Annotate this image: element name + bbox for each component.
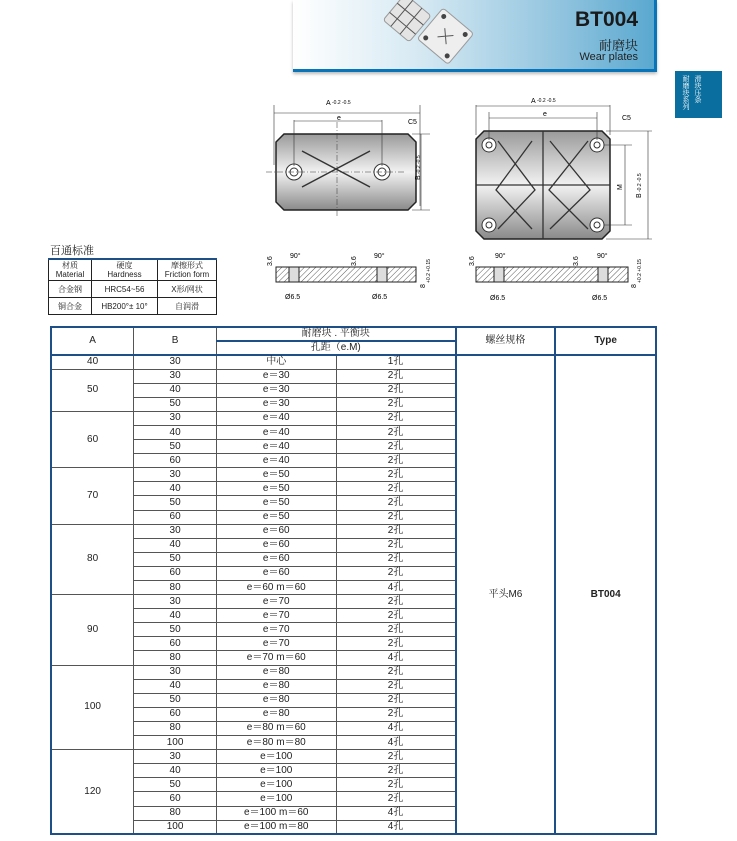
svg-text:8: 8	[631, 284, 638, 288]
cell-b: 50	[134, 496, 217, 510]
cell-b: 40	[134, 482, 217, 496]
cell-holes: 2孔	[336, 482, 456, 496]
cell-b: 30	[134, 468, 217, 482]
svg-text:3.6: 3.6	[267, 256, 274, 266]
type-header: Type	[555, 327, 656, 355]
a-tolerance: -0.2 -0.5	[332, 100, 351, 106]
cell-spacing: e＝70 m＝60	[216, 651, 336, 665]
cell-b: 60	[134, 792, 217, 806]
cell-spacing: e＝100	[216, 778, 336, 792]
table-row	[51, 355, 656, 369]
cell-b: 40	[134, 383, 217, 397]
thickness-tolerance: +0.2 +0.15	[426, 259, 432, 283]
cell-holes: 4孔	[336, 806, 456, 820]
cell-spacing: e＝60	[216, 538, 336, 552]
cell-holes: 4孔	[336, 820, 456, 834]
svg-text:A: A	[326, 100, 331, 107]
cell-holes: 2孔	[336, 425, 456, 439]
svg-text:C5: C5	[408, 119, 417, 126]
cell-holes: 2孔	[336, 679, 456, 693]
svg-text:90°: 90°	[597, 253, 608, 260]
col-a-header: A	[51, 327, 134, 355]
cell-b: 40	[134, 425, 217, 439]
cell-b: 30	[134, 369, 217, 383]
cell-holes: 4孔	[336, 581, 456, 595]
svg-text:M: M	[617, 184, 624, 190]
cell-b: 80	[134, 721, 217, 735]
cell-type: BT004	[555, 355, 656, 834]
cell-spacing: e＝30	[216, 383, 336, 397]
cell-spacing: e＝100 m＝80	[216, 820, 336, 834]
thickness-tolerance: +0.2 +0.15	[637, 259, 643, 283]
cell-spacing: e＝50	[216, 482, 336, 496]
cell-holes: 2孔	[336, 538, 456, 552]
svg-text:Ø6.5: Ø6.5	[285, 294, 301, 301]
cell-holes: 2孔	[336, 383, 456, 397]
product-title-en: Wear plates	[579, 51, 638, 63]
cell-holes: 2孔	[336, 623, 456, 637]
material-row: 合金钢 HRC54~56 X形/网状	[49, 281, 217, 298]
cell-spacing: e＝70	[216, 637, 336, 651]
cell-b: 40	[134, 609, 217, 623]
product-code: BT004	[574, 8, 638, 31]
cell-spacing: e＝80 m＝80	[216, 736, 336, 750]
cell-holes: 2孔	[336, 510, 456, 524]
cell-holes: 2孔	[336, 397, 456, 411]
cell-spacing: e＝80 m＝60	[216, 721, 336, 735]
material-row: 铜合金 HB200°± 10° 自润滑	[49, 298, 217, 315]
cell-spacing: e＝100	[216, 764, 336, 778]
cell-spacing: e＝60	[216, 524, 336, 538]
cell-b: 50	[134, 693, 217, 707]
cell-holes: 4孔	[336, 721, 456, 735]
cell-a: 60	[51, 411, 134, 467]
cell-spacing: e＝40	[216, 411, 336, 425]
cell-spacing: e＝100 m＝60	[216, 806, 336, 820]
cell-spacing: e＝60	[216, 552, 336, 566]
cell-b: 60	[134, 637, 217, 651]
spacing-header: 孔距（e.M)	[216, 341, 455, 355]
cell-holes: 2孔	[336, 665, 456, 679]
cell-a: 40	[51, 355, 134, 369]
cell-spacing: e＝100	[216, 750, 336, 764]
cell-holes: 2孔	[336, 693, 456, 707]
cell-holes: 2孔	[336, 637, 456, 651]
cell-holes: 4孔	[336, 736, 456, 750]
four-hole-plate-top-view	[476, 98, 652, 239]
cell-holes: 2孔	[336, 566, 456, 580]
two-hole-plate-top-view	[266, 100, 430, 216]
cell-b: 60	[134, 707, 217, 721]
cell-b: 40	[134, 679, 217, 693]
cell-holes: 2孔	[336, 707, 456, 721]
cell-b: 30	[134, 665, 217, 679]
cell-holes: 2孔	[336, 764, 456, 778]
cell-spacing: e＝80	[216, 693, 336, 707]
cell-spacing: e＝50	[216, 496, 336, 510]
cell-spacing: e＝100	[216, 792, 336, 806]
cell-a: 70	[51, 468, 134, 524]
cell-b: 30	[134, 750, 217, 764]
cell-b: 40	[134, 764, 217, 778]
cell-b: 80	[134, 651, 217, 665]
cell-holes: 2孔	[336, 440, 456, 454]
b-tolerance: -0.2 -0.5	[637, 173, 643, 192]
cell-holes: 2孔	[336, 454, 456, 468]
svg-text:3.6: 3.6	[469, 256, 476, 266]
cell-spacing: e＝40	[216, 440, 336, 454]
cell-spacing: e＝60	[216, 566, 336, 580]
cell-spacing: e＝70	[216, 595, 336, 609]
cell-b: 40	[134, 538, 217, 552]
materials-title: 百通标准	[50, 245, 94, 257]
cell-b: 30	[134, 411, 217, 425]
group-header: 耐磨块 . 平衡块	[216, 327, 455, 341]
svg-text:e: e	[543, 111, 547, 118]
cell-b: 80	[134, 806, 217, 820]
svg-text:Ø6.5: Ø6.5	[592, 295, 608, 302]
cell-spacing: e＝50	[216, 510, 336, 524]
svg-text:3.6: 3.6	[351, 256, 358, 266]
cell-b: 50	[134, 552, 217, 566]
svg-text:Ø6.5: Ø6.5	[490, 295, 506, 302]
spec-table	[50, 326, 657, 835]
materials-table: 材质 Material 硬度 Hardness 摩擦形式 Friction form 合金钢 HRC54~56 X形/网状 铜合金 HB200°± 10° 自润滑	[48, 258, 217, 315]
cell-spacing: e＝80	[216, 665, 336, 679]
cell-spacing: e＝40	[216, 425, 336, 439]
cell-spacing: e＝80	[216, 707, 336, 721]
side-tab-label-2: 滑块压条	[694, 75, 701, 103]
four-hole-plate-section-view	[469, 252, 643, 302]
cell-a: 80	[51, 524, 134, 594]
cell-spacing: e＝60 m＝60	[216, 581, 336, 595]
svg-text:90°: 90°	[290, 253, 301, 260]
svg-text:90°: 90°	[495, 253, 506, 260]
cell-spacing: e＝50	[216, 468, 336, 482]
cell-b: 60	[134, 454, 217, 468]
cell-holes: 2孔	[336, 496, 456, 510]
cell-holes: 2孔	[336, 792, 456, 806]
cell-b: 80	[134, 581, 217, 595]
cell-b: 60	[134, 510, 217, 524]
cell-holes: 2孔	[336, 411, 456, 425]
cell-a: 120	[51, 750, 134, 835]
two-hole-plate-section-view	[267, 252, 432, 301]
cell-holes: 4孔	[336, 651, 456, 665]
cell-b: 50	[134, 397, 217, 411]
cell-screw: 平头M6	[456, 355, 556, 834]
cell-b: 50	[134, 778, 217, 792]
cell-spacing: 中心	[216, 355, 336, 369]
cell-b: 30	[134, 355, 217, 369]
product-title-cn: 耐磨块	[598, 38, 638, 53]
cell-a: 90	[51, 595, 134, 665]
svg-text:e: e	[337, 115, 341, 122]
cell-holes: 2孔	[336, 609, 456, 623]
screw-header: 螺丝规格	[456, 327, 556, 355]
cell-holes: 1孔	[336, 355, 456, 369]
svg-text:B: B	[415, 175, 422, 180]
cell-b: 30	[134, 595, 217, 609]
cell-spacing: e＝30	[216, 397, 336, 411]
svg-text:3.6: 3.6	[573, 256, 580, 266]
svg-text:90°: 90°	[374, 253, 385, 260]
svg-text:8: 8	[420, 284, 427, 288]
cell-a: 50	[51, 369, 134, 411]
cell-holes: 2孔	[336, 552, 456, 566]
cell-spacing: e＝80	[216, 679, 336, 693]
svg-text:A: A	[531, 98, 536, 105]
cell-holes: 2孔	[336, 468, 456, 482]
cell-spacing: e＝70	[216, 623, 336, 637]
cell-spacing: e＝70	[216, 609, 336, 623]
cell-b: 50	[134, 440, 217, 454]
b-tolerance: -0.2 -0.5	[416, 155, 422, 174]
cell-holes: 2孔	[336, 750, 456, 764]
svg-text:Ø6.5: Ø6.5	[372, 294, 388, 301]
cell-b: 100	[134, 820, 217, 834]
a-tolerance: -0.2 -0.5	[537, 98, 556, 104]
cell-spacing: e＝40	[216, 454, 336, 468]
cell-b: 100	[134, 736, 217, 750]
cell-b: 50	[134, 623, 217, 637]
svg-text:B: B	[636, 193, 643, 198]
cell-a: 100	[51, 665, 134, 750]
side-tab-label-1: 耐磨块系列	[682, 75, 689, 110]
cell-b: 30	[134, 524, 217, 538]
cell-holes: 2孔	[336, 778, 456, 792]
cell-b: 60	[134, 566, 217, 580]
cell-holes: 2孔	[336, 595, 456, 609]
col-b-header: B	[134, 327, 217, 355]
cell-holes: 2孔	[336, 524, 456, 538]
cell-holes: 2孔	[336, 369, 456, 383]
svg-text:C5: C5	[622, 115, 631, 122]
cell-spacing: e＝30	[216, 369, 336, 383]
